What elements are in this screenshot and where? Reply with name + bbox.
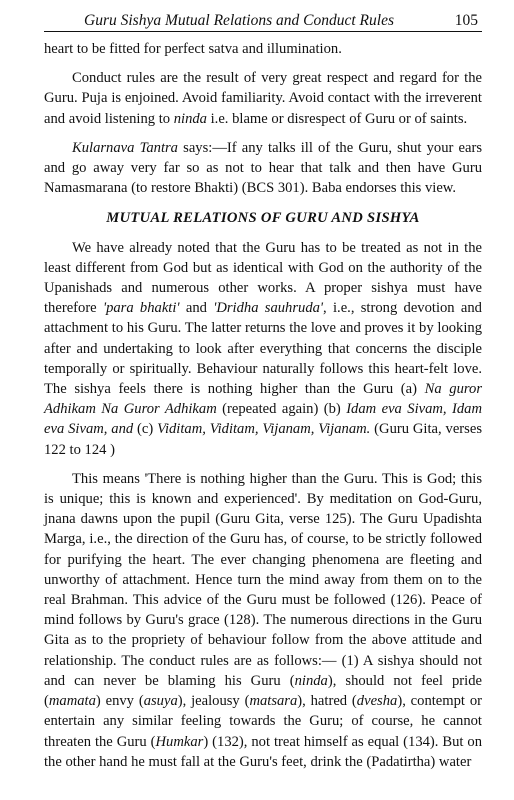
page-number: 105 — [454, 12, 478, 29]
paragraph-meaning: This means 'There is nothing higher than the Guru. This is God; this is unique; this is known and experienced'. By meditation on God-Guru, jnana dawns upon the pupil (Guru Gita, verse 125). The Guru Upadishta Marga, i.e., the direction of the Guru has, of course, to be strictly followed for purifying the heart. The ever changing phenomena are fleeting and unworthy of attachment. Hence turn the mind away from them on to the real Brahman. This advice of the Guru must be followed (126). Peace of mind follows by Guru's grace (128). The numerous directions in the Guru Gita as to the propriety of behaviour follow from the above attitude and relationship. The conduct rules are as follows:— (1) A sishya should not and can never be blaming his Guru (ninda), should not feel pride (mamata) envy (asuya), jealousy (matsara), hatred (dvesha), contempt or entertain any similar feeling towards the Guru; of course, he cannot threaten the Guru (Humkar) (132), not treat himself as equal (134). But on the other hand he must fall at the Guru's feet, drink the (Padatirtha) water — [44, 470, 483, 770]
term-matsara: matsara — [249, 693, 298, 710]
term-dvesha: dvesha — [356, 693, 398, 710]
paragraph-mutual-relations: We have already noted that the Guru has to be treated as not in the least different from God but as identical with God on the authority of the Upanishads and numerous other works. A proper sishya must have therefore 'para bhakti' and 'Dridha sauhruda', i.e., strong devotion and attachment to his Guru. The latter returns the love and proves it by looking after and undertaking to look after everything that concerns the disciple temporally or spiritually. Behaviour naturally follows this heart-felt love. The sishya feels there is nothing higher than the Guru (a) Na guror Adhikam Na Guror Adhikam (repeated again) (b) Idam eva Sivam, Idam eva Sivam, and (c) Viditam, Viditam, Vijanam, Vijanam. (Guru Gita, verses 122 to 124 ) — [44, 239, 482, 458]
term-para-bhakti: 'para bhakti' — [102, 300, 180, 317]
term-ninda-2: ninda — [294, 672, 328, 689]
term-humkar: Humkar — [155, 733, 204, 750]
page-body — [44, 39, 482, 772]
running-header — [44, 12, 482, 32]
quote-c: Viditam, Viditam, Vijanam, Vijanam. — [157, 421, 371, 438]
term-dridha-sauhruda: 'Dridha sauhruda' — [213, 300, 324, 317]
paragraph-continuation: heart to be fitted for perfect satva and illumination. — [44, 41, 342, 57]
paragraph-kularnava: Kularnava Tantra says:—If any talks ill of the Guru, shut your ears and go away very far so as not to hear that talk and then have Guru Namasmarana (to restore Bhakti) (BCS 301). Baba endorses this view. — [44, 139, 482, 197]
section-heading: MUTUAL RELATIONS OF GURU AND SISHYA — [106, 210, 420, 227]
running-title: Guru Sishya Mutual Relations and Conduct Rules — [84, 12, 394, 29]
quote-b: Idam eva Sivam, Idam eva Sivam, and — [44, 401, 482, 438]
quote-a: Na guror Adhikam Na Guror Adhikam — [44, 381, 482, 418]
paragraph-conduct-rules: Conduct rules are the result of very great respect and regard for the Guru. Puja is enjoined. Avoid familiarity. Avoid contact with the irreverent and avoid listening to ninda i.e. blame or disrespect of Guru or of saints. — [44, 70, 482, 127]
source-title: Kularnava Tantra — [72, 139, 178, 156]
term-asuya: asuya — [143, 693, 178, 710]
term-mamata: mamata — [48, 693, 96, 710]
term-ninda: ninda — [173, 110, 207, 127]
